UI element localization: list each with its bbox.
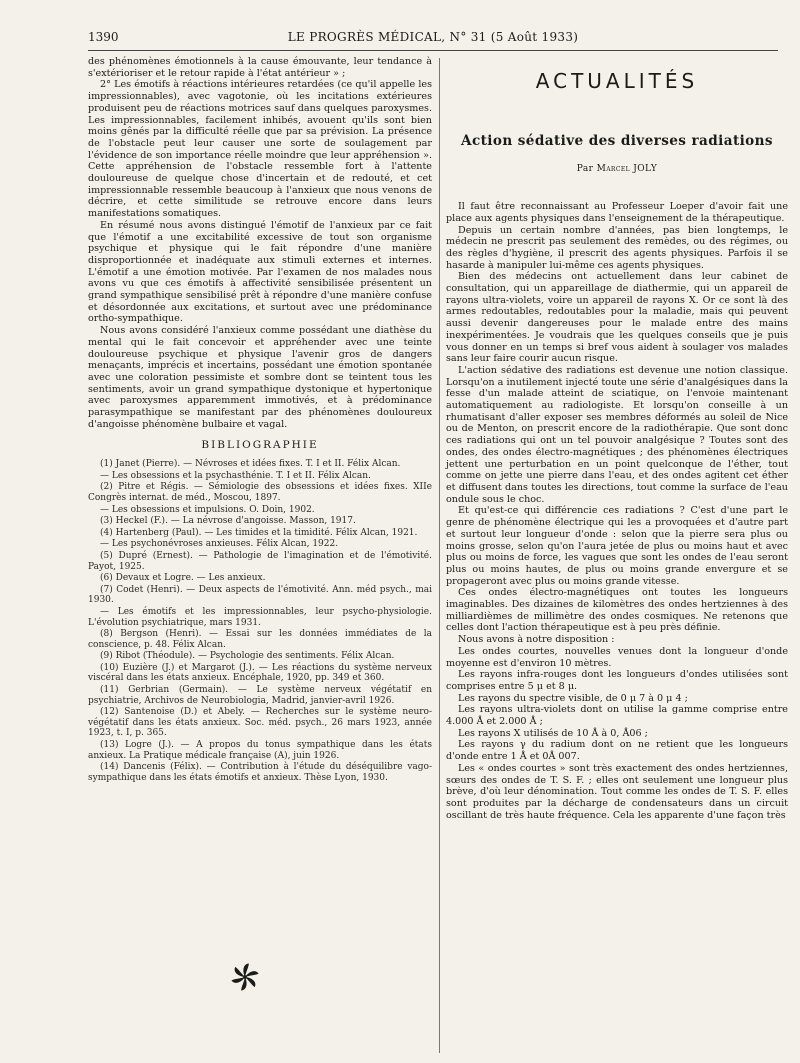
reference-item: (9) Ribot (Théodule). — Psychologie des sentiments. Félix Alcan. [100, 651, 395, 662]
article-paragraph: Ces ondes électro-magnétiques ont toutes les longueurs imaginables. Des dizaines de kilomètres des ondes hertziennes à des milliardièmes de millimètre des ondes cosmiques. Ne retenons que celles dont l'action thérapeutique est à peu près définie. [446, 587, 788, 634]
column-divider [439, 58, 440, 1053]
reference-item: (3) Heckel (F.). — La névrose d'angoisse. Masson, 1917. [100, 516, 356, 527]
byline [446, 164, 788, 176]
article-title: Action sédative des diverses radiations [461, 132, 773, 149]
reference-item: (13) Logre (J.). — A propos du tonus sympathique dans les états anxieux. La Pratique médicale française (A), juin 1926. [88, 740, 432, 761]
body-paragraph: 2° Les émotifs à réactions intérieures retardées (ce qu'il appelle les impressionnables), avec vagotonie, où les incitations extérieures produisent peu de réactions motrices sauf dans quelques paroxysmes. Les impressionnables, facilement inhibés, avouent qu'ils sont bien moins gênés par la difficulté réelle que par sa prévision. La présence de l'obstacle peut leur causer une sorte de soulagement par l'évidence de son importance réelle moindre que leur appréhension ». Cette appréhension de l'obstacle ressemble fort à l'attente douloureuse de quelque chose d'incertain et de redouté, et cet impressionnable ressemble beaucoup à l'anxieux que nous venons de décrire, et cette similitude se retrouve encore dans leurs manifestations somatiques. [88, 79, 432, 220]
reference-item: — Les psychonévroses anxieuses. Félix Alcan, 1922. [100, 539, 339, 550]
left-column [88, 56, 432, 784]
reference-item: (2) Pitre et Régis. — Sémiologie des obsessions et idées fixes. XIIe Congrès internat. de méd., Moscou, 1897. [88, 482, 432, 503]
reference-item: (5) Dupré (Ernest). — Pathologie de l'imagination et de l'émotivité. Payot, 1925. [88, 550, 432, 572]
running-header [88, 30, 778, 51]
page-number: 1390 [88, 30, 119, 44]
body-paragraph: En résumé nous avons distingué l'émotif de l'anxieux par ce fait que l'émotif a une excitabilité excessive de tout son organisme psychique et physique qui le fait répondre d'une manière disproportionnée et inadéquate aux stimuli externes et internes. L'émotif a une émotion motivée. Par l'examen de nos malades nous avons vu que ces émotifs à affectivité sensibilisée présentent un grand sympathique sensibilisé prêt à répondre d'une manière confuse et désordonnée aux excitations, et surtout avec une prédominance ortho-sympathique. [88, 219, 432, 325]
bibliography-heading: BIBLIOGRAPHIE [201, 438, 319, 451]
printer-ornament-icon [228, 960, 262, 994]
article-paragraph: Les rayons ultra-violets dont on utilise la gamme comprise entre 4.000 Å et 2.000 Å ; [446, 704, 788, 728]
reference-item: (7) Codet (Henri). — Deux aspects de l'émotivité. Ann. méd psych., mai 1930. [88, 584, 432, 606]
article-paragraph: Les rayons X utilisés de 10 Å à 0, Å06 ; [458, 727, 648, 739]
reference-item: (14) Dancenis (Félix). — Contribution à l'étude du déséquilibre vago-sympathique dans les états émotifs et anxieux. Thèse Lyon, 1930. [88, 762, 432, 783]
body-paragraph: des phénomènes émotionnels à la cause émouvante, leur tendance à s'extérioriser et le retour rapide à l'état antérieur » ; [88, 56, 432, 79]
byline-author: Marcel JOLY [596, 164, 658, 175]
article-paragraph: Les rayons du spectre visible, de 0 μ 7 à 0 μ 4 ; [458, 692, 688, 704]
article-paragraph: Bien des médecins ont actuellement dans leur cabinet de consultation, qui un appareillage de diathermie, qui un appareil de rayons ultra-violets, voire un appareil de rayons X. Or ce sont là des armes redoutables, redoutables pour la maladie, mais qui peuvent aussi devenir dangereuses pour le malade entre des mains inexpérimentées. Je voudrais que les quelques conseils que je puis vous donner en un temps si bref vous aident à soulager vos malades sans leur faire courir aucun risque. [446, 271, 788, 365]
reference-item: — Les obsessions et impulsions. O. Doin, 1902. [100, 504, 315, 515]
body-paragraph: Nous avons considéré l'anxieux comme possédant une diathèse du mental qui le fait concevoir et appréhender avec une teinte douloureuse psychique et physique l'avenir gros de dangers menaçants, imprécis et incertains, possédant une émotion spontanée avec une coloration pessimiste et sombre dont se teintent tous les sentiments, avoir un grand sympathique dystonique et hypertonique avec paroxysmes apparemment immotivés, et à prédominance parasympathique se manifestant par des phénomènes douloureux d'angoisse phénomène bulbaire et vagal. [88, 325, 432, 430]
article-paragraph: Nous avons à notre disposition : [458, 634, 615, 646]
journal-title: LE PROGRÈS MÉDICAL, N° 31 (5 Août 1933) [287, 30, 579, 44]
article-paragraph: Les rayons γ du radium dont on ne retient que les longueurs d'onde entre 1 Å et 0Å 007. [446, 739, 788, 763]
article-paragraph: Les « ondes courtes » sont très exactement des ondes hertziennes, sœurs des ondes de T. S. F. ; elles ont seulement une longueur plus brève, d'où leur dénomination. Tout comme les ondes de T. S. F. elles sont produites par la décharge de condensateurs dans un circuit oscillant de très haute fréquence. Cela les apparente d'une façon très [446, 762, 788, 821]
byline-prefix: Par [576, 164, 594, 175]
reference-item: (1) Janet (Pierre). — Névroses et idées fixes. T. I et II. Félix Alcan. [100, 459, 401, 470]
reference-item: (11) Gerbrian (Germain). — Le système nerveux végétatif en psychiatrie, Archivos de Neurobiologia, Madrid, janvier-avril 1926. [88, 685, 432, 706]
article-paragraph: Les rayons infra-rouges dont les longueurs d'ondes utilisées sont comprises entre 5 μ et 8 μ. [446, 669, 788, 692]
article-paragraph: Depuis un certain nombre d'années, pas bien longtemps, le médecin ne prescrit pas seulement des remèdes, ou des régimes, ou des règles d'hygiène, il prescrit des agents physiques. Parfois il se hasarde à manipuler lui-même ces agents physiques. [446, 224, 788, 271]
reference-item: (4) Hartenberg (Paul). — Les timides et la timidité. Félix Alcan, 1921. [100, 527, 418, 538]
article-paragraph: Il faut être reconnaissant au Professeur Loeper d'avoir fait une place aux agents physiques dans l'enseignement de la thérapeutique. [446, 201, 788, 224]
reference-item: — Les obsessions et la psychasthénie. T. I et II. Félix Alcan. [100, 470, 371, 481]
reference-item: (8) Bergson (Henri). — Essai sur les données immédiates de la conscience, p. 48. Félix Alcan. [88, 629, 432, 650]
article-paragraph: L'action sédative des radiations est devenue une notion classique. Lorsqu'on a inutilement injecté toute une série d'analgésiques dans la fesse d'un malade atteint de sciatique, on l'envoie maintenant automatiquement au radiologiste. Et lorsqu'on conseille à un rhumatisant d'aller exposer ses membres déformés au soleil de Nice ou de Menton, on prescrit encore de la radiothérapie. Que sont donc ces radiations qui ont un tel pouvoir analgésique ? Toutes sont des ondes, des ondes électro-magnétiques ; des phénomènes électriques jettent une perturbation en un point quelconque de l'éther, tout comme on jette une pierre dans l'eau, et des ondes agitent cet éther et diffusent dans toutes les directions, tout comme la surface de l'eau ondule sous le choc. [446, 364, 788, 505]
right-column [446, 56, 788, 821]
article-paragraph: Les ondes courtes, nouvelles venues dont la longueur d'onde moyenne est d'environ 10 mètres. [446, 645, 788, 669]
reference-item: (10) Euzière (J.) et Margarot (J.). — Les réactions du système nerveux viscéral dans les états anxieux. Encéphale, 1920, pp. 349 et 360. [88, 662, 432, 684]
section-heading: ACTUALITÉS [535, 69, 699, 93]
reference-item: (6) Devaux et Logre. — Les anxieux. [100, 573, 266, 584]
reference-item: — Les émotifs et les impressionnables, leur psycho-physiologie. L'évolution psychiatrique, mars 1931. [88, 606, 432, 628]
article-paragraph: Et qu'est-ce qui différencie ces radiations ? C'est d'une part le genre de phénomène électrique qui les a provoquées et d'autre part et surtout leur longueur d'onde : selon que la pierre sera plus ou moins grosse, selon qu'on l'aura jetée de plus ou moins haut et avec plus ou moins de force, les vagues que sont les ondes de l'eau seront plus ou moins hautes, de plus ou moins grande envergure et se propageront avec plus ou moins grande vitesse. [446, 505, 788, 587]
reference-item: (12) Santenoise (D.) et Abely. — Recherches sur le système neuro-végétatif dans les états anxieux. Soc. méd. psych., 26 mars 1923, année 1923, t. I, p. 365. [88, 707, 432, 739]
